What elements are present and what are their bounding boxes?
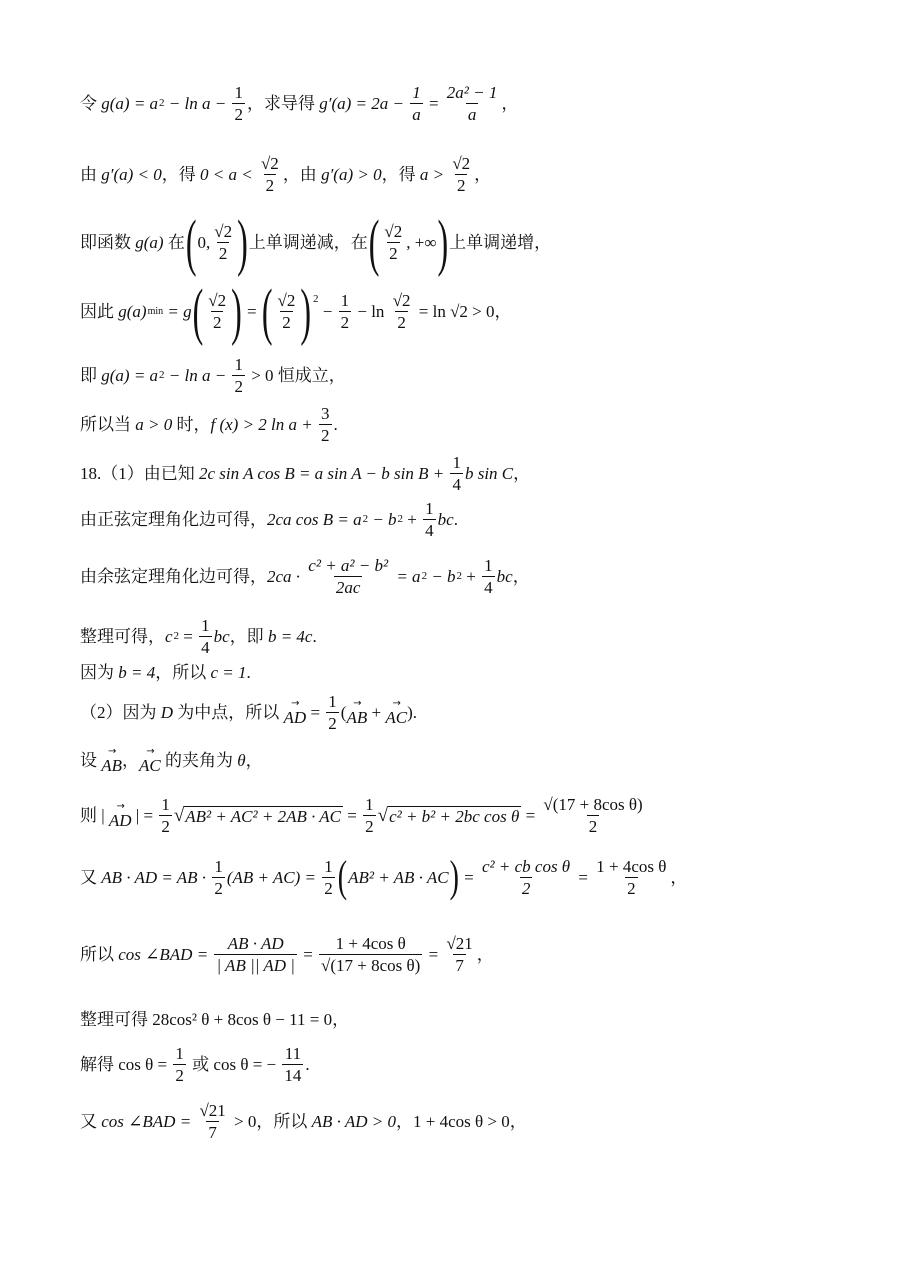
text: ，所以 bbox=[155, 663, 211, 682]
fraction bbox=[444, 935, 474, 974]
right-paren: ) bbox=[437, 205, 449, 278]
fraction bbox=[391, 292, 413, 331]
numerator: √2 bbox=[260, 154, 279, 173]
radicand: AB² + AC² + 2AB · AC bbox=[185, 807, 342, 826]
math: 2c sin A cos B = a sin A − b sin B + bbox=[199, 464, 449, 483]
line-minimum-value bbox=[80, 274, 512, 347]
exponent: 2 bbox=[421, 570, 428, 582]
vector bbox=[385, 699, 407, 726]
math: − ln bbox=[353, 302, 389, 321]
numerator: 1 bbox=[452, 453, 461, 472]
fraction bbox=[232, 84, 245, 123]
math: 0 < a < bbox=[200, 165, 257, 184]
vector-arrow-icon: → bbox=[107, 746, 116, 757]
denominator: 2 bbox=[389, 244, 398, 263]
math: bc bbox=[213, 627, 230, 646]
fraction bbox=[450, 454, 463, 493]
denominator: 2 bbox=[340, 313, 350, 332]
numerator: √2 bbox=[384, 222, 403, 241]
fraction bbox=[326, 693, 339, 732]
math: − ln a − bbox=[164, 366, 231, 385]
fraction bbox=[173, 1045, 186, 1084]
left-paren: ( bbox=[192, 274, 204, 347]
line-always-holds bbox=[80, 356, 346, 395]
numerator: AB · AD bbox=[227, 934, 284, 953]
numerator: 11 bbox=[284, 1044, 302, 1063]
denominator: 7 bbox=[208, 1123, 217, 1142]
fraction bbox=[322, 858, 335, 897]
numerator: 1 bbox=[328, 692, 337, 711]
math: g(a) bbox=[135, 233, 164, 252]
fraction bbox=[319, 935, 422, 974]
math: − b bbox=[368, 510, 397, 529]
right-paren: ) bbox=[300, 274, 312, 347]
numerator: 1 bbox=[201, 616, 210, 635]
math: b = 4 bbox=[118, 663, 156, 682]
vector-label: AD bbox=[283, 708, 307, 727]
math: + bbox=[462, 567, 481, 586]
fraction bbox=[276, 292, 298, 331]
denominator: √(17 + 8cos θ) bbox=[321, 956, 421, 975]
text: 又 bbox=[80, 1112, 102, 1131]
line-positive-condition bbox=[80, 1102, 527, 1141]
fraction bbox=[159, 796, 172, 835]
line-part-2-midpoint bbox=[80, 693, 417, 732]
math: = ln √2 > 0 bbox=[414, 302, 495, 321]
math: g(a) bbox=[118, 302, 147, 321]
denominator: a bbox=[412, 105, 421, 124]
numerator: 1 + 4cos θ bbox=[596, 857, 667, 876]
math: 0, bbox=[197, 233, 211, 252]
fraction bbox=[339, 292, 352, 331]
numerator: 1 bbox=[425, 499, 434, 518]
exponent: 2 bbox=[159, 97, 165, 109]
text: . bbox=[412, 703, 417, 722]
math: = bbox=[459, 868, 478, 887]
denominator: 2 bbox=[456, 176, 466, 195]
math: AB · AD > 0 bbox=[311, 1112, 396, 1131]
right-paren: ) bbox=[237, 205, 248, 278]
text: ，所以 bbox=[256, 1112, 312, 1131]
denominator: 2 bbox=[282, 313, 291, 332]
numerator: 3 bbox=[321, 404, 330, 423]
math: 2ca · bbox=[267, 567, 305, 586]
line-g-definition bbox=[80, 84, 518, 123]
fraction bbox=[214, 935, 297, 974]
fraction bbox=[445, 84, 500, 123]
text: 由余弦定理角化边可得， bbox=[80, 567, 267, 586]
math: cos ∠BAD = bbox=[118, 945, 213, 964]
math: − bbox=[318, 302, 337, 321]
numerator: 1 bbox=[234, 355, 243, 374]
text: 在 bbox=[163, 233, 185, 252]
numerator: 1 bbox=[214, 857, 223, 876]
numerator: √2 bbox=[277, 291, 296, 310]
fraction bbox=[319, 405, 332, 444]
math: g′(a) = 2a − bbox=[319, 94, 409, 113]
text: ， bbox=[245, 751, 263, 770]
numerator: 1 bbox=[175, 1044, 184, 1063]
text: ， bbox=[474, 165, 492, 184]
right-paren: ) bbox=[449, 852, 459, 903]
denominator: a bbox=[467, 105, 477, 124]
left-paren: ( bbox=[185, 205, 197, 278]
math: − b bbox=[427, 567, 456, 586]
right-paren: ) bbox=[231, 274, 242, 347]
text: 整理可得 bbox=[80, 1010, 153, 1029]
left-paren: ( bbox=[368, 205, 380, 278]
denominator: 4 bbox=[484, 578, 493, 597]
vector-label: AC bbox=[385, 708, 408, 727]
denominator: 2 bbox=[397, 313, 406, 332]
denominator: 2 bbox=[161, 817, 170, 836]
text: 整理可得， bbox=[80, 627, 165, 646]
exponent: 2 bbox=[173, 630, 180, 642]
math: f (x) > 2 ln a + bbox=[210, 415, 317, 434]
fraction bbox=[232, 356, 245, 395]
denominator: 2 bbox=[212, 313, 222, 332]
fraction bbox=[197, 1102, 227, 1141]
text: 所以 bbox=[80, 945, 119, 964]
line-simplify bbox=[80, 617, 317, 656]
math: (AB + AC) = bbox=[226, 868, 321, 887]
left-paren: ( bbox=[261, 274, 273, 347]
fraction bbox=[212, 858, 225, 897]
text: 因为 bbox=[80, 663, 119, 682]
text: 即 bbox=[80, 366, 102, 385]
numerator: √21 bbox=[199, 1101, 226, 1120]
math: ( bbox=[340, 703, 347, 722]
denominator: 2 bbox=[214, 879, 223, 898]
numerator: 1 bbox=[324, 857, 333, 876]
numerator: 1 + 4cos θ bbox=[335, 934, 406, 953]
text: ， bbox=[122, 751, 140, 770]
numerator: 2a² − 1 bbox=[446, 83, 498, 102]
math: g(a) = a bbox=[101, 94, 159, 113]
denominator: 2 bbox=[265, 176, 275, 195]
denominator: 2ac bbox=[335, 578, 361, 597]
square-root bbox=[378, 806, 522, 825]
vector bbox=[284, 699, 307, 726]
denominator: 14 bbox=[284, 1066, 302, 1085]
fraction bbox=[206, 292, 228, 331]
text: 为中点，所以 bbox=[173, 703, 284, 722]
text: . bbox=[312, 627, 317, 646]
math: 1 + 4cos θ > 0 bbox=[412, 1112, 510, 1131]
numerator: 1 bbox=[412, 83, 421, 102]
text: ， bbox=[670, 868, 688, 887]
text: 或 bbox=[187, 1055, 214, 1074]
denominator: 4 bbox=[452, 475, 461, 494]
numerator: 1 bbox=[484, 556, 493, 575]
math: θ bbox=[237, 751, 246, 770]
math: = bbox=[179, 627, 198, 646]
math: = bbox=[574, 868, 593, 887]
math: = bbox=[424, 94, 443, 113]
math: b sin C bbox=[464, 464, 514, 483]
vector-arrow-icon: → bbox=[146, 746, 154, 757]
text: ，求导得 bbox=[246, 94, 320, 113]
line-problem-18 bbox=[80, 454, 530, 493]
numerator: √2 bbox=[214, 222, 233, 241]
fraction bbox=[259, 155, 281, 194]
text: （2）因为 bbox=[80, 703, 161, 722]
numerator: c² + cb cos θ bbox=[481, 857, 571, 876]
math: b = 4c bbox=[267, 627, 313, 646]
numerator: √2 bbox=[392, 291, 411, 310]
vector-label: AC bbox=[139, 756, 161, 775]
math: + bbox=[367, 703, 386, 722]
text: ， bbox=[395, 1112, 413, 1131]
vector-label: AB bbox=[101, 756, 123, 775]
text: . bbox=[305, 1055, 310, 1074]
denominator: 2 bbox=[627, 879, 636, 898]
exponent: 2 bbox=[362, 513, 369, 525]
numerator: √21 bbox=[446, 934, 473, 953]
fraction bbox=[382, 223, 404, 262]
text: 上单调递增， bbox=[449, 233, 552, 252]
denominator: 2 bbox=[175, 1066, 184, 1085]
text: | = bbox=[131, 806, 158, 825]
fraction bbox=[410, 84, 423, 123]
vector-arrow-icon: → bbox=[353, 698, 361, 709]
math: , +∞ bbox=[406, 233, 437, 252]
math: a > 0 bbox=[135, 415, 173, 434]
text: 设 bbox=[80, 751, 102, 770]
text: 则 | bbox=[80, 806, 109, 825]
vector bbox=[139, 747, 161, 774]
text: ，得 bbox=[381, 165, 420, 184]
denominator: | AB || AD | bbox=[216, 956, 295, 975]
math: c = 1 bbox=[210, 663, 247, 682]
exponent: 2 bbox=[313, 293, 319, 305]
exponent: 2 bbox=[397, 513, 404, 525]
text: ， bbox=[332, 1010, 350, 1029]
line-because-b bbox=[80, 664, 251, 681]
text: 所以当 bbox=[80, 415, 136, 434]
text: 的夹角为 bbox=[160, 751, 238, 770]
math: = bbox=[298, 945, 318, 964]
denominator: 2 bbox=[234, 105, 243, 124]
math: cos ∠BAD = bbox=[101, 1112, 196, 1131]
math: D bbox=[160, 703, 174, 722]
math: AB · AD = AB · bbox=[101, 868, 211, 887]
math: bc bbox=[496, 567, 513, 586]
math: g(a) = a bbox=[101, 366, 159, 385]
fraction bbox=[199, 617, 212, 656]
denominator: 2 bbox=[588, 817, 598, 836]
denominator: 2 bbox=[324, 879, 333, 898]
exponent: 2 bbox=[456, 570, 463, 582]
vector-arrow-icon: → bbox=[116, 801, 124, 812]
math: bc bbox=[437, 510, 454, 529]
math: = bbox=[521, 806, 540, 825]
line-dot-product bbox=[80, 852, 688, 903]
denominator: 2 bbox=[218, 244, 228, 263]
text: 18.（1）由已知 bbox=[80, 464, 199, 483]
text: ， bbox=[513, 464, 531, 483]
text: ，由 bbox=[282, 165, 322, 184]
denominator: 2 bbox=[365, 817, 374, 836]
text: . bbox=[453, 510, 458, 529]
fraction bbox=[450, 155, 472, 194]
text: . bbox=[246, 663, 251, 682]
text: ，得 bbox=[161, 165, 201, 184]
numerator: √2 bbox=[452, 154, 471, 173]
text: 时， bbox=[172, 415, 211, 434]
text: 又 bbox=[80, 868, 102, 887]
line-angle-theta bbox=[80, 747, 263, 774]
math: 28cos² θ + 8cos θ − 11 = 0 bbox=[152, 1010, 333, 1029]
math: = bbox=[343, 806, 362, 825]
line-cosine-rule bbox=[80, 557, 530, 596]
numerator: √(17 + 8cos θ) bbox=[543, 795, 643, 814]
text: ， bbox=[509, 1112, 527, 1131]
text: 解得 bbox=[80, 1055, 119, 1074]
radicand: c² + b² + 2bc cos θ bbox=[389, 807, 520, 826]
vector-label: AB bbox=[346, 708, 368, 727]
fraction bbox=[482, 557, 495, 596]
fraction bbox=[594, 858, 668, 897]
math: = bbox=[242, 302, 261, 321]
line-quadratic bbox=[80, 1011, 349, 1028]
text: 由 bbox=[80, 165, 102, 184]
line-cos-bad bbox=[80, 935, 494, 974]
math: > 0 bbox=[229, 1112, 257, 1131]
line-solve bbox=[80, 1045, 310, 1084]
exponent: 2 bbox=[159, 369, 165, 381]
numerator: 1 bbox=[161, 795, 170, 814]
text: 上单调递减，在 bbox=[248, 233, 368, 252]
math: g′(a) < 0 bbox=[101, 165, 162, 184]
fraction bbox=[480, 858, 572, 897]
vector bbox=[101, 747, 122, 774]
denominator: 4 bbox=[201, 638, 210, 657]
math: cos θ = bbox=[118, 1055, 172, 1074]
vector bbox=[109, 802, 132, 829]
math: cos θ = − bbox=[213, 1055, 281, 1074]
numerator: 1 bbox=[234, 83, 243, 102]
math: AB² + AB · AC bbox=[348, 868, 449, 887]
left-paren: ( bbox=[337, 852, 348, 903]
radical-icon: √ bbox=[377, 805, 389, 826]
text: ， bbox=[476, 945, 494, 964]
vector-arrow-icon: → bbox=[392, 698, 400, 709]
math: − ln a − bbox=[164, 94, 231, 113]
line-ad-magnitude bbox=[80, 796, 647, 835]
math: > 0 bbox=[246, 366, 278, 385]
numerator: 1 bbox=[340, 291, 350, 310]
fraction bbox=[212, 223, 234, 262]
fraction bbox=[541, 796, 644, 835]
math: = a bbox=[392, 567, 421, 586]
math: 2ca cos B = a bbox=[267, 510, 362, 529]
vector-arrow-icon: → bbox=[291, 698, 299, 709]
text: 即函数 bbox=[80, 233, 136, 252]
text: 因此 bbox=[80, 302, 119, 321]
vector-label: AD bbox=[108, 811, 132, 830]
numerator: 1 bbox=[365, 795, 374, 814]
denominator: 2 bbox=[521, 879, 531, 898]
fraction bbox=[306, 557, 390, 596]
line-sine-rule bbox=[80, 500, 458, 539]
text: 由正弦定理角化边可得， bbox=[80, 510, 267, 529]
denominator: 4 bbox=[425, 521, 434, 540]
math: a > bbox=[419, 165, 449, 184]
subscript: min bbox=[147, 305, 164, 317]
denominator: 7 bbox=[455, 956, 464, 975]
math: c bbox=[165, 627, 173, 646]
radical-icon: √ bbox=[173, 805, 185, 826]
math: = bbox=[424, 945, 443, 964]
denominator: 2 bbox=[321, 426, 330, 445]
math: ) bbox=[407, 703, 413, 722]
denominator: 2 bbox=[328, 714, 337, 733]
numerator: √2 bbox=[208, 291, 227, 310]
text: 令 bbox=[80, 94, 102, 113]
text: ， bbox=[501, 94, 519, 113]
text: ， bbox=[494, 302, 512, 321]
math: = bbox=[306, 703, 325, 722]
math: = g bbox=[163, 302, 192, 321]
line-conclusion bbox=[80, 405, 338, 444]
math: g′(a) > 0 bbox=[321, 165, 382, 184]
fraction bbox=[363, 796, 376, 835]
text: ，即 bbox=[229, 627, 268, 646]
text: . bbox=[333, 415, 338, 434]
text: 恒成立， bbox=[277, 366, 346, 385]
fraction bbox=[282, 1045, 303, 1084]
fraction bbox=[423, 500, 436, 539]
vector bbox=[346, 699, 367, 726]
square-root bbox=[174, 806, 343, 825]
numerator: c² + a² − b² bbox=[308, 556, 389, 575]
line-monotonic-intervals bbox=[80, 205, 552, 278]
math: + bbox=[403, 510, 422, 529]
text: ， bbox=[512, 567, 530, 586]
line-derivative-sign bbox=[80, 155, 491, 194]
denominator: 2 bbox=[234, 377, 243, 396]
